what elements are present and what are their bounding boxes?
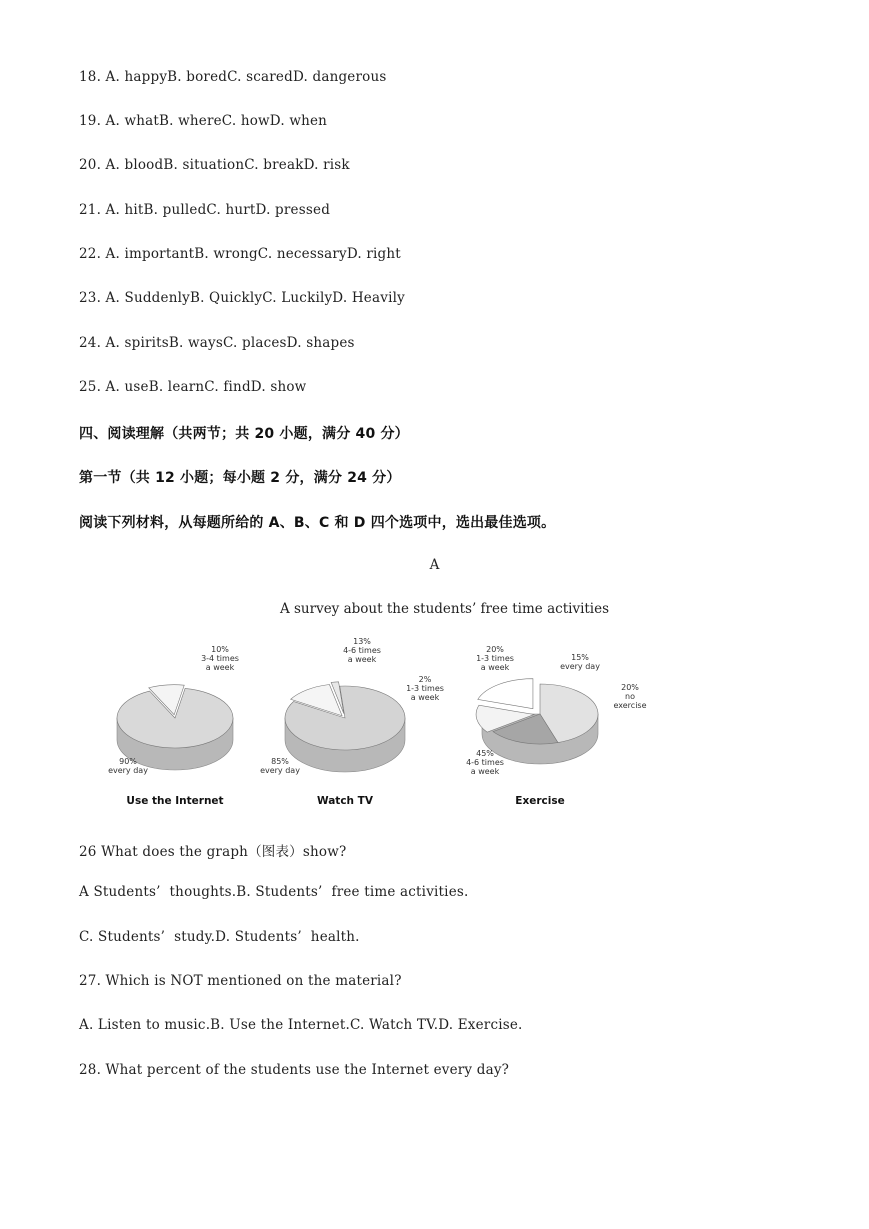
question-18: 18. A. happyB. boredC. scaredD. dangerous bbox=[79, 69, 387, 85]
slice-label: 2% 1-3 times a week bbox=[406, 675, 444, 702]
section-subheading: 第一节（共 12 小题；每小题 2 分，满分 24 分） bbox=[79, 470, 401, 486]
pie-slice bbox=[478, 679, 533, 709]
section-heading: 四、阅读理解（共两节；共 20 小题，满分 40 分） bbox=[79, 426, 409, 442]
pie-chart-1 bbox=[108, 645, 239, 807]
pie-chart-3 bbox=[466, 645, 647, 807]
pie-chart-title: Watch TV bbox=[317, 795, 373, 807]
passage-letter: A bbox=[429, 557, 440, 573]
question-28: 28. What percent of the students use the Internet every day? bbox=[79, 1062, 510, 1078]
question-26-options-ab: A Students’ thoughts.B. Students’ free time activities. bbox=[79, 884, 469, 900]
pie-charts-svg bbox=[100, 636, 660, 816]
pie-chart-title: Exercise bbox=[515, 795, 565, 807]
question-21: 21. A. hitB. pulledC. hurtD. pressed bbox=[79, 202, 331, 218]
slice-label: 20% no exercise bbox=[613, 683, 647, 710]
question-24: 24. A. spiritsB. waysC. placesD. shapes bbox=[79, 335, 355, 351]
pie-charts-figure bbox=[100, 636, 660, 816]
question-25: 25. A. useB. learnC. findD. show bbox=[79, 379, 307, 395]
question-20: 20. A. bloodB. situationC. breakD. risk bbox=[79, 157, 350, 173]
question-22: 22. A. importantB. wrongC. necessaryD. right bbox=[79, 246, 401, 262]
slice-label: 15% every day bbox=[560, 653, 600, 671]
slice-label: 45% 4-6 times a week bbox=[466, 749, 504, 776]
question-23: 23. A. SuddenlyB. QuicklyC. LuckilyD. Heavily bbox=[79, 290, 405, 306]
survey-title: A survey about the students’ free time activities bbox=[279, 601, 610, 617]
pie-chart-2 bbox=[260, 637, 444, 807]
slice-label: 85% every day bbox=[260, 757, 300, 775]
slice-label: 13% 4-6 times a week bbox=[343, 637, 381, 664]
slice-label: 90% every day bbox=[108, 757, 148, 775]
section-instruction: 阅读下列材料，从每题所给的 A、B、C 和 D 四个选项中，选出最佳选项。 bbox=[79, 515, 556, 531]
pie-chart-title: Use the Internet bbox=[126, 795, 224, 807]
slice-label: 10% 3-4 times a week bbox=[201, 645, 239, 672]
slice-label: 20% 1-3 times a week bbox=[476, 645, 514, 672]
question-27: 27. Which is NOT mentioned on the material? bbox=[79, 973, 402, 989]
question-26: 26 What does the graph（图表）show? bbox=[79, 844, 347, 860]
question-19: 19. A. whatB. whereC. howD. when bbox=[79, 113, 328, 129]
question-27-options: A. Listen to music.B. Use the Internet.C. Watch TV.D. Exercise. bbox=[79, 1017, 523, 1033]
question-26-options-cd: C. Students’ study.D. Students’ health. bbox=[79, 929, 360, 945]
